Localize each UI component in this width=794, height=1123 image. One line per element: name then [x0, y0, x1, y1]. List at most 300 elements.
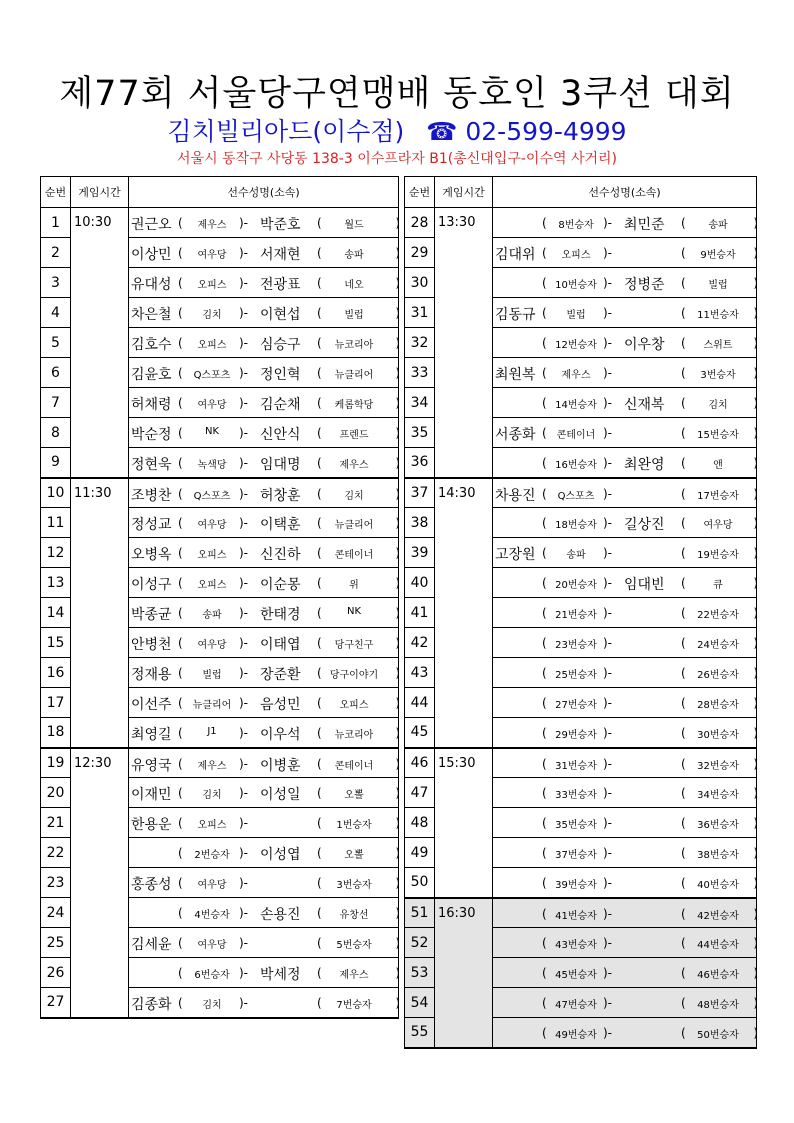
- bracket-close: ): [395, 396, 400, 410]
- bracket-close: ): [395, 606, 400, 620]
- player-1-club: 39번승자: [555, 880, 597, 891]
- bracket-close: ): [753, 696, 758, 710]
- bracket-open: (: [681, 276, 686, 290]
- player-2-club: 케롬학당: [334, 400, 374, 411]
- player-2-name: 전광표: [260, 277, 301, 293]
- player-1-club: 12번승자: [555, 340, 597, 351]
- separator: )-: [239, 486, 249, 501]
- separator: )-: [603, 216, 613, 230]
- bracket-open: (: [542, 366, 547, 380]
- bracket-open: (: [542, 876, 547, 890]
- bracket-open: (: [681, 816, 686, 830]
- bracket-close: ): [753, 636, 758, 650]
- player-1-club: 오피스: [197, 820, 227, 831]
- player-1-name: 김동규: [495, 307, 536, 323]
- bracket-open: (: [317, 246, 322, 260]
- bracket-open: (: [681, 666, 686, 680]
- game-time: 13:30: [435, 208, 493, 478]
- player-2-name: 정병준: [624, 277, 665, 293]
- player-1-name: 김대위: [495, 247, 536, 263]
- player-2-club: 11번승자: [697, 310, 739, 321]
- bracket-close: ): [395, 246, 400, 260]
- separator: )-: [603, 246, 613, 260]
- schedule-table-right: [404, 176, 757, 1049]
- player-1-name: 유대성: [131, 277, 172, 293]
- player-1-club: 10번승자: [555, 280, 597, 291]
- player-1-name: 정현욱: [131, 457, 172, 473]
- bracket-open: (: [681, 696, 686, 710]
- bracket-close: ): [753, 516, 758, 530]
- venue-line: [0, 112, 794, 148]
- players-cell: [129, 748, 399, 778]
- separator: )-: [603, 996, 613, 1010]
- separator: )-: [239, 516, 249, 530]
- bracket-close: ): [753, 666, 758, 680]
- separator: )-: [239, 816, 249, 830]
- bracket-close: ): [395, 366, 400, 380]
- players-cell: [129, 688, 399, 718]
- bracket-close: ): [753, 726, 758, 740]
- separator: )-: [239, 546, 249, 560]
- player-1-club: 빌럽: [566, 310, 586, 321]
- player-1-name: 박종균: [131, 607, 172, 623]
- player-1-club: 제우스: [197, 220, 227, 231]
- bracket-open: (: [681, 936, 686, 950]
- bracket-close: ): [395, 996, 400, 1010]
- match-number: 11: [41, 508, 71, 538]
- match-number: 8: [41, 418, 71, 448]
- match-number: 14: [41, 598, 71, 628]
- match-number: 34: [405, 388, 435, 418]
- player-1-club: 29번승자: [555, 730, 597, 741]
- players-cell: [493, 808, 757, 838]
- players-cell: [129, 328, 399, 358]
- venue-name: 김치빌리아드(이수점): [167, 117, 405, 146]
- bracket-open: (: [681, 426, 686, 440]
- player-2-name: 이택훈: [260, 517, 301, 533]
- bracket-close: ): [753, 846, 758, 860]
- col-header-no: 순번: [405, 177, 435, 208]
- bracket-open: (: [178, 246, 183, 260]
- bracket-open: (: [542, 336, 547, 350]
- separator: )-: [603, 786, 613, 800]
- player-2-name: 임대빈: [624, 577, 665, 593]
- bracket-open: (: [317, 936, 322, 950]
- match-number: 41: [405, 598, 435, 628]
- player-1-club: Q스포츠: [557, 490, 595, 502]
- player-1-name: 한용운: [131, 817, 172, 833]
- match-number: 7: [41, 388, 71, 418]
- match-number: 4: [41, 298, 71, 328]
- separator: )-: [239, 456, 249, 470]
- player-1-club: 김치: [202, 790, 222, 801]
- player-2-club: 48번승자: [697, 1000, 739, 1011]
- col-header-players: 선수성명(소속): [493, 177, 757, 208]
- player-2-club: 여우당: [703, 520, 733, 531]
- player-1-name: 유영국: [131, 757, 172, 774]
- bracket-open: (: [178, 486, 183, 501]
- bracket-open: (: [317, 306, 322, 320]
- player-1-name: 권근오: [131, 217, 172, 233]
- player-2-club: 유창선: [339, 910, 369, 921]
- bracket-close: ): [395, 516, 400, 530]
- bracket-open: (: [178, 816, 183, 830]
- player-2-club: 24번승자: [697, 640, 739, 651]
- match-number: 5: [41, 328, 71, 358]
- player-2-club: 28번승자: [697, 700, 739, 711]
- players-cell: [129, 868, 399, 898]
- player-2-name: 이성일: [260, 787, 301, 803]
- match-number: 50: [405, 868, 435, 898]
- player-2-name: 김순채: [260, 397, 301, 413]
- bracket-close: ): [753, 456, 758, 470]
- player-2-club: 빌럽: [344, 310, 364, 321]
- match-number: 38: [405, 508, 435, 538]
- bracket-open: (: [178, 576, 183, 590]
- player-1-club: 35번승자: [555, 820, 597, 831]
- game-time: 14:30: [435, 478, 493, 748]
- bracket-close: ): [395, 636, 400, 650]
- player-2-club: 큐: [713, 580, 723, 591]
- bracket-open: (: [317, 906, 322, 920]
- match-number: 10: [41, 478, 71, 508]
- player-2-name: 박준호: [260, 217, 301, 233]
- separator: )-: [603, 726, 613, 740]
- match-number: 27: [41, 988, 71, 1018]
- player-1-name: 박순정: [131, 427, 172, 443]
- bracket-open: (: [178, 846, 183, 860]
- match-number: 13: [41, 568, 71, 598]
- player-2-name: 이순몽: [260, 577, 301, 593]
- bracket-close: ): [395, 306, 400, 320]
- bracket-open: (: [317, 516, 322, 530]
- separator: )-: [603, 906, 613, 921]
- player-1-club: 25번승자: [555, 670, 597, 681]
- separator: )-: [239, 936, 249, 950]
- player-2-club: 콘테이너: [334, 760, 374, 772]
- match-number: 39: [405, 538, 435, 568]
- bracket-close: ): [395, 726, 400, 740]
- bracket-open: (: [542, 516, 547, 530]
- player-1-club: 오피스: [561, 250, 591, 261]
- match-number: 43: [405, 658, 435, 688]
- separator: )-: [603, 516, 613, 530]
- bracket-close: ): [395, 906, 400, 920]
- player-2-name: 이우석: [260, 727, 301, 743]
- venue-address: 서울시 동작구 사당동 138-3 이수프라자 B1(총신대입구-이수역 사거리): [177, 151, 617, 167]
- separator: )-: [603, 306, 613, 320]
- match-number: 37: [405, 478, 435, 508]
- bracket-open: (: [178, 876, 183, 890]
- bracket-open: (: [681, 396, 686, 410]
- match-number: 51: [405, 898, 435, 928]
- bracket-open: (: [681, 576, 686, 590]
- player-2-club: 38번승자: [697, 850, 739, 861]
- players-cell: [493, 688, 757, 718]
- players-cell: [493, 358, 757, 388]
- game-time: 15:30: [435, 748, 493, 898]
- bracket-close: ): [753, 576, 758, 590]
- bracket-close: ): [753, 306, 758, 320]
- players-cell: [493, 538, 757, 568]
- match-number: 52: [405, 928, 435, 958]
- match-number: 19: [41, 748, 71, 778]
- player-1-club: 16번승자: [555, 460, 597, 471]
- separator: )-: [239, 966, 249, 980]
- players-cell: [129, 268, 399, 298]
- bracket-close: ): [753, 216, 758, 230]
- player-2-club: 당구이야기: [329, 670, 379, 681]
- players-cell: [493, 298, 757, 328]
- players-cell: [493, 838, 757, 868]
- separator: )-: [603, 486, 613, 501]
- bracket-open: (: [542, 486, 547, 501]
- player-2-club: 뉴코리아: [334, 730, 374, 741]
- players-cell: [129, 958, 399, 988]
- bracket-close: ): [753, 546, 758, 560]
- bracket-close: ): [395, 426, 400, 440]
- bracket-open: (: [317, 666, 322, 680]
- separator: )-: [603, 396, 613, 410]
- player-2-club: 송파: [708, 220, 728, 231]
- player-2-name: 박세정: [260, 967, 301, 983]
- bracket-open: (: [317, 216, 322, 230]
- player-1-club: 제우스: [561, 370, 591, 381]
- player-1-name: 김윤호: [131, 367, 172, 383]
- player-2-club: 오뽈: [344, 790, 364, 801]
- bracket-open: (: [681, 876, 686, 890]
- player-1-club: 49번승자: [555, 1030, 597, 1041]
- player-2-club: 네오: [344, 280, 364, 291]
- bracket-open: (: [317, 786, 322, 800]
- player-1-name: 김세윤: [131, 937, 172, 953]
- players-cell: [493, 628, 757, 658]
- match-number: 53: [405, 958, 435, 988]
- match-row: [405, 208, 757, 238]
- match-number: 40: [405, 568, 435, 598]
- player-2-club: 뉴클리어: [334, 370, 374, 381]
- bracket-close: ): [753, 906, 758, 921]
- match-number: 47: [405, 778, 435, 808]
- player-2-club: 위: [349, 580, 359, 591]
- bracket-close: ): [395, 666, 400, 680]
- separator: )-: [603, 936, 613, 950]
- match-number: 23: [41, 868, 71, 898]
- players-cell: [493, 388, 757, 418]
- bracket-open: (: [681, 216, 686, 230]
- match-row: [405, 748, 757, 778]
- players-cell: [493, 268, 757, 298]
- player-2-club: 50번승자: [697, 1030, 739, 1041]
- player-2-club: 44번승자: [697, 940, 739, 951]
- player-2-name: 이태엽: [260, 637, 301, 653]
- player-1-name: 이성구: [131, 577, 172, 593]
- separator: )-: [239, 426, 249, 440]
- separator: )-: [239, 336, 249, 350]
- player-2-club: 5번승자: [336, 940, 372, 951]
- bracket-open: (: [178, 606, 183, 620]
- player-1-club: 4번승자: [194, 910, 230, 921]
- player-1-club: 18번승자: [555, 520, 597, 531]
- bracket-open: (: [317, 966, 322, 980]
- player-2-club: 22번승자: [697, 610, 739, 621]
- players-cell: [493, 748, 757, 778]
- bracket-open: (: [178, 966, 183, 980]
- players-cell: [493, 868, 757, 898]
- bracket-close: ): [753, 246, 758, 260]
- bracket-open: (: [542, 1026, 547, 1040]
- bracket-open: (: [542, 966, 547, 980]
- separator: )-: [239, 696, 249, 710]
- bracket-open: (: [317, 756, 322, 771]
- player-2-name: 손용진: [260, 907, 301, 923]
- bracket-close: ): [395, 336, 400, 350]
- separator: )-: [603, 366, 613, 380]
- bracket-open: (: [542, 396, 547, 410]
- players-cell: [129, 628, 399, 658]
- player-1-club: 20번승자: [555, 580, 597, 591]
- col-header-time: 게임시간: [435, 177, 493, 208]
- player-2-club: 송파: [344, 250, 364, 261]
- bracket-open: (: [317, 636, 322, 650]
- player-1-name: 차용진: [495, 487, 536, 504]
- players-cell: [493, 568, 757, 598]
- bracket-close: ): [395, 846, 400, 860]
- players-cell: [493, 958, 757, 988]
- bracket-open: (: [178, 216, 183, 230]
- player-1-club: 여우당: [197, 400, 227, 411]
- separator: )-: [603, 276, 613, 290]
- bracket-open: (: [681, 636, 686, 650]
- bracket-open: (: [317, 876, 322, 890]
- bracket-open: (: [681, 486, 686, 501]
- player-1-name: 김호수: [131, 337, 172, 353]
- player-1-name: 허채령: [131, 397, 172, 413]
- game-time: 12:30: [71, 748, 129, 1018]
- bracket-open: (: [542, 426, 547, 440]
- bracket-open: (: [681, 726, 686, 740]
- match-number: 44: [405, 688, 435, 718]
- player-2-club: 콘테이너: [334, 550, 374, 561]
- player-1-club: 뉴클리어: [192, 700, 232, 711]
- bracket-close: ): [753, 756, 758, 771]
- match-number: 29: [405, 238, 435, 268]
- game-time: 16:30: [435, 898, 493, 1048]
- match-number: 18: [41, 718, 71, 748]
- match-number: 32: [405, 328, 435, 358]
- player-1-name: 정성교: [131, 517, 172, 533]
- separator: )-: [239, 846, 249, 860]
- match-number: 17: [41, 688, 71, 718]
- bracket-close: ): [395, 576, 400, 590]
- players-cell: [129, 778, 399, 808]
- match-number: 42: [405, 628, 435, 658]
- player-1-club: 14번승자: [555, 400, 597, 411]
- player-2-club: 스위트: [703, 340, 733, 351]
- player-2-club: 제우스: [339, 460, 369, 471]
- player-2-name: 이성엽: [260, 847, 301, 863]
- page-title: 제77회 서울당구연맹배 동호인 3쿠션 대회: [59, 74, 735, 114]
- player-2-name: 신안식: [260, 427, 301, 443]
- player-2-club: 제우스: [339, 970, 369, 981]
- player-2-club: 뉴클리어: [334, 520, 374, 531]
- bracket-close: ): [395, 876, 400, 890]
- player-2-club: 김치: [344, 490, 364, 502]
- player-2-club: 36번승자: [697, 820, 739, 831]
- player-1-name: 서종화: [495, 427, 536, 443]
- bracket-close: ): [753, 366, 758, 380]
- match-number: 15: [41, 628, 71, 658]
- game-time: 10:30: [71, 208, 129, 478]
- players-cell: [493, 448, 757, 478]
- bracket-open: (: [542, 696, 547, 710]
- player-1-club: 송파: [566, 550, 586, 561]
- col-header-no: 순번: [41, 177, 71, 208]
- player-1-club: 47번승자: [555, 1000, 597, 1011]
- bracket-open: (: [178, 756, 183, 771]
- players-cell: [493, 718, 757, 748]
- player-2-name: 최완영: [624, 457, 665, 473]
- separator: )-: [239, 666, 249, 680]
- separator: )-: [603, 426, 613, 440]
- bracket-open: (: [681, 906, 686, 921]
- bracket-close: ): [395, 456, 400, 470]
- player-1-club: 여우당: [197, 250, 227, 261]
- players-cell: [493, 1018, 757, 1048]
- separator: )-: [603, 816, 613, 830]
- bracket-open: (: [542, 786, 547, 800]
- player-2-name: 음성민: [260, 697, 301, 713]
- player-1-club: J1: [207, 726, 217, 737]
- bracket-open: (: [542, 276, 547, 290]
- players-cell: [493, 478, 757, 508]
- separator: )-: [239, 876, 249, 890]
- player-2-club: 앤: [713, 460, 723, 471]
- players-cell: [129, 658, 399, 688]
- bracket-open: (: [178, 636, 183, 650]
- players-cell: [493, 778, 757, 808]
- player-1-club: 제우스: [197, 760, 227, 772]
- bracket-open: (: [178, 456, 183, 470]
- players-cell: [129, 898, 399, 928]
- player-1-name: 홍종성: [131, 877, 172, 893]
- bracket-close: ): [753, 1026, 758, 1040]
- match-number: 20: [41, 778, 71, 808]
- players-cell: [129, 358, 399, 388]
- match-number: 46: [405, 748, 435, 778]
- players-cell: [493, 658, 757, 688]
- player-1-club: 녹색당: [197, 460, 227, 471]
- player-2-name: 최민준: [624, 217, 665, 233]
- player-1-club: 41번승자: [555, 910, 597, 922]
- bracket-open: (: [542, 246, 547, 260]
- bracket-open: (: [681, 1026, 686, 1040]
- player-1-club: Q스포츠: [193, 490, 231, 502]
- bracket-open: (: [542, 726, 547, 740]
- bracket-open: (: [542, 666, 547, 680]
- players-cell: [129, 718, 399, 748]
- match-number: 49: [405, 838, 435, 868]
- bracket-close: ): [753, 816, 758, 830]
- players-cell: [493, 598, 757, 628]
- bracket-close: ): [753, 786, 758, 800]
- match-row: [41, 208, 399, 238]
- player-2-club: NK: [346, 606, 362, 617]
- players-cell: [129, 298, 399, 328]
- player-1-club: 여우당: [197, 880, 227, 891]
- bracket-open: (: [317, 726, 322, 740]
- separator: )-: [603, 666, 613, 680]
